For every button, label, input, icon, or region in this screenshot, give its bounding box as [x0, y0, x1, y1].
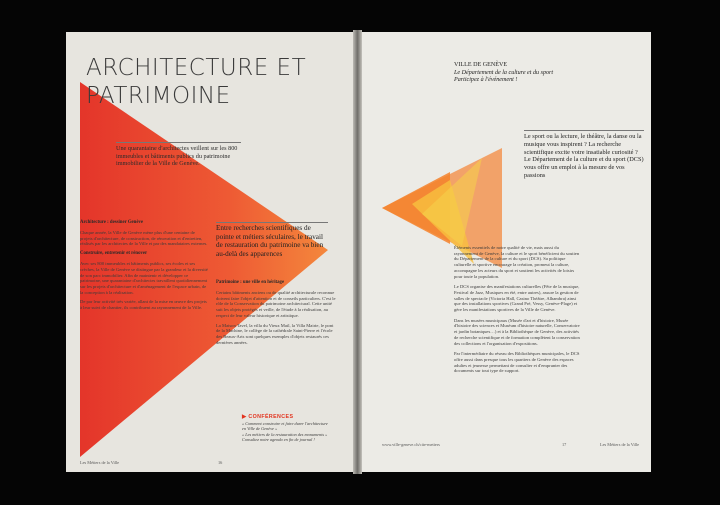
section-heading: Construire, entretenir et rénover [80, 251, 148, 257]
paragraph: Éléments essentiels de notre qualité de vie, mais aussi du rayonnement de Genève, la culture et le sport bénéficient du soutien du Département de la culture et du sport (DCS). Sa politique culturelle et sportive encourage la création, promeut la culture, accompagne les acteurs du sport et soutient les activités de loisirs pour toute la population. [454, 245, 580, 279]
header-block [454, 62, 564, 85]
spine [353, 30, 362, 474]
quote-text: Le sport ou la lecture, le théâtre, la danse ou la musique vous inspirent ? La recherche scientifique excite votre insatiable curiosité ? Le Département de la culture et du sport (DCS) vous offre un emploi à la mesure de vos passions [524, 133, 644, 179]
section-heading: Architecture : dessiner Genève [80, 220, 144, 225]
left-page [66, 32, 353, 472]
page-number: 17 [562, 442, 567, 447]
section-body: De par leur activité très variée, allant de la mise en œuvre des projets à leur suivi de chantier, ils contribuent au rayonnement de la Ville. [80, 299, 207, 311]
footer-right: Les Métiers de la Ville [600, 442, 640, 447]
section-body: Certains bâtiments anciens ou de qualité architecturale reconnue doivent faire l'objet d'attention et de conseils particuliers. C'est le rôle de la Conservation du patrimoine architectural. Cette unité suit les objets protégés et veille, de l'étude à la réalisation, au respect de leur valeur historique et artistique. [216, 290, 336, 318]
page-title: ARCHITECTURE ET PATRIMOINE [86, 55, 307, 109]
paragraph: Par l'intermédiaire du réseau des Bibliothèques municipales, le DCS offre aussi dans presque tous les quartiers de Genève des espaces adultes et jeunesse permettant de consulter et d'emprunter des documents sur tout type de support. [454, 351, 580, 374]
paragraph: Dans les musées municipaux (Musée d'art et d'histoire, Musée d'histoire des sciences et Muséum d'histoire naturelle, Conservatoire et jardin botaniques…) et à la Bibliothèque de Genève, des activités de recherche scientifique et de formation complètent la conservation des collections et l'organisation d'expositions. [454, 317, 580, 346]
pull-quote: Entre recherches scientifiques de pointe et métiers séculaires, le travail de restauration du patrimoine va bien au-delà des apparences [216, 224, 324, 258]
section-body: La Maison Tavel, la villa du Vieux Mail, la Villa Mairie, le pont de la Machine, le collège de la cathédrale Saint-Pierre et l'école des Beaux-Arts sont quelques exemples d'objets restaurés ces dernières années. [216, 322, 334, 345]
page-number: 16 [218, 460, 223, 465]
right-page [362, 32, 651, 472]
left-column [80, 220, 208, 315]
section-body: Chaque année, la Ville de Genève mène plus d'une centaine de projets d'architecture, de construction, de rénovation et d'entretien, réalisés par les architectes de la Ville et par des mandataires externes. [80, 230, 208, 247]
intro-text: Une quarantaine d'architectes veillent sur les 800 immeubles et bâtiments publics du patrimoine immobilier de la Ville de Genève. [116, 145, 238, 168]
right-column [216, 280, 336, 349]
section-body: Avec ses 800 immeubles et bâtiments publics, ses écoles et ses crèches, la Ville de Genève se distingue par la grandeur et la diversité de son parc immobilier. Afin de maintenir et développer ce patrimoine, une quarantaine d'architectes travaillent quotidiennement sur les projets d'architecture et d'aménagement de l'espace urbain, de la conception à la réalisation. [80, 261, 208, 295]
header-line: Participez à l'événement ! [454, 77, 518, 84]
footer-left: Les Métiers de la Ville [80, 460, 120, 465]
header-line: Le Département de la culture et du sport [454, 69, 554, 76]
header-line: VILLE DE GENÈVE [454, 62, 508, 68]
arrow-icon: ▶ [242, 414, 249, 420]
conferences-box [242, 414, 330, 443]
paragraph: Le DCS organise des manifestations culturelles (Fête de la musique, Festival de Jazz, Musiques en été, entre autres), assure la gestion de salles de spectacle (Victoria Hall, Casino Théâtre, Alhambra) ainsi que des installations sportives (Grand Pré, Vessy, Genève-Plage) et gère les manifestations sportives de la Ville de Genève. [454, 284, 580, 313]
conference-item: « Comment construire et faire durer l'architecture en Ville de Genève » [242, 421, 328, 432]
footer-url: www.ville-geneve.ch/cite-metiers [382, 442, 440, 447]
body-column [454, 245, 582, 379]
conference-item: Consultez notre agenda en fin de journal ! [242, 437, 315, 443]
section-heading: Patrimoine : une ville en héritage [216, 280, 285, 285]
conference-item: « Les métiers de la restauration des monuments » [242, 431, 328, 437]
conferences-title: ▶ CONFÉRENCES [242, 414, 294, 420]
